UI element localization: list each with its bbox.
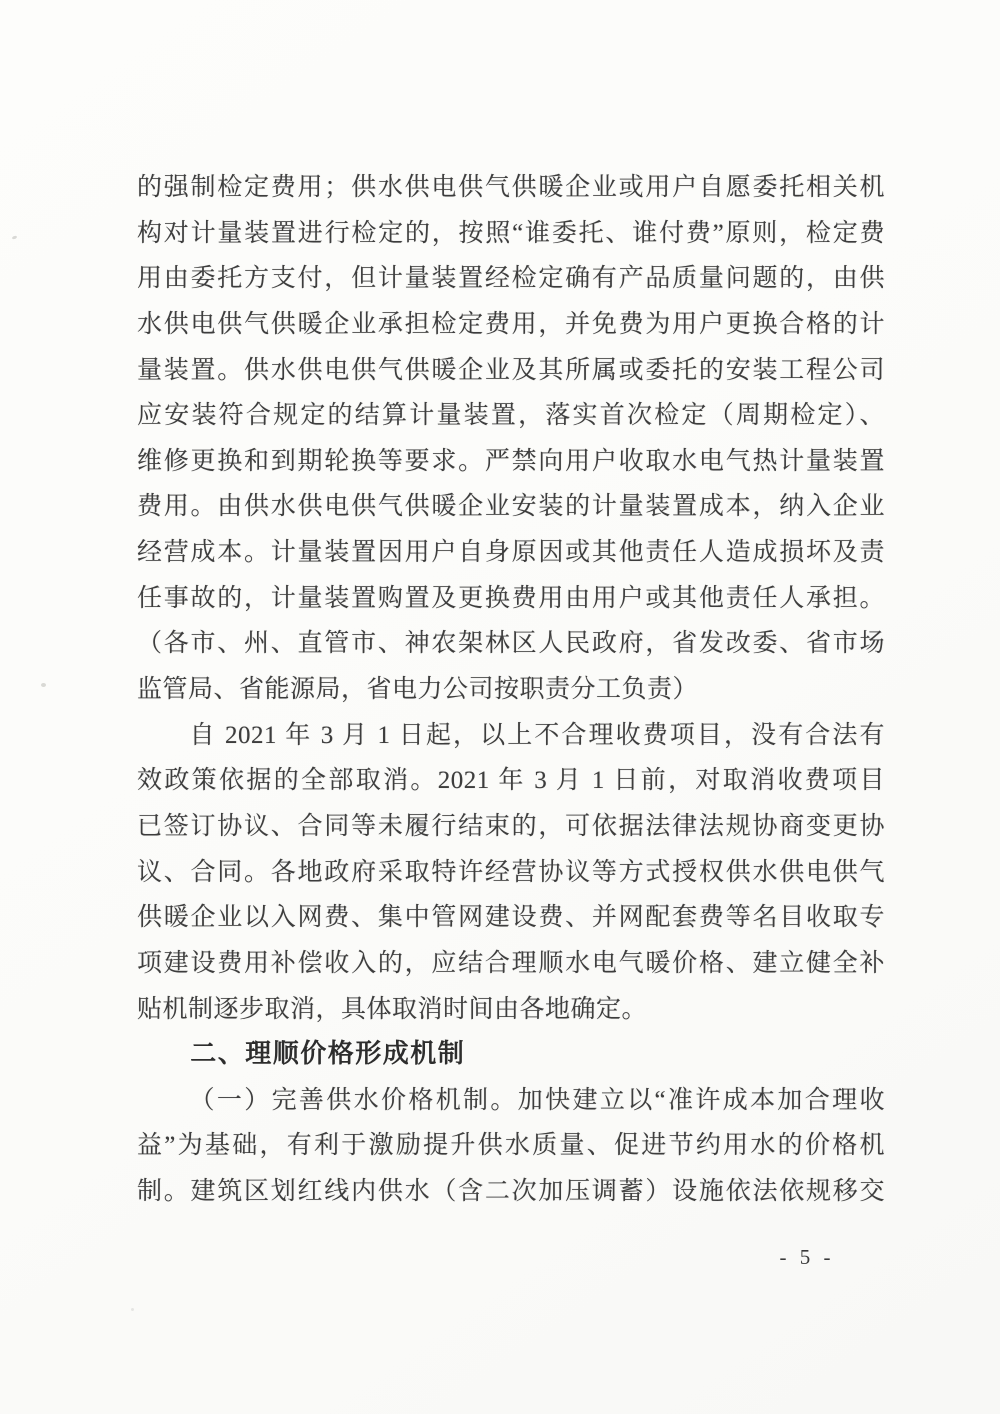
scan-speck — [41, 683, 46, 687]
text-line: 构对计量装置进行检定的，按照“谁委托、谁付费”原则，检定费 — [137, 219, 885, 247]
text-line: 议、合同。各地政府采取特许经营协议等方式授权供水供电供气 — [137, 858, 885, 886]
scan-speck — [131, 1308, 134, 1311]
text-line: 自 2021 年 3 月 1 日起，以上不合理收费项目，没有合法有 — [189, 721, 885, 749]
text-line: 任事故的，计量装置购置及更换费用由用户或其他责任人承担。 — [137, 584, 885, 612]
text-line: 经营成本。计量装置因用户自身原因或其他责任人造成损坏及责 — [137, 539, 885, 567]
text-line: 量装置。供水供电供气供暖企业及其所属或委托的安装工程公司 — [137, 356, 885, 384]
section-heading: 二、理顺价格形成机制 — [190, 1039, 466, 1070]
text-line: 用由委托方支付，但计量装置经检定确有产品质量问题的，由供 — [137, 265, 885, 293]
text-line: 效政策依据的全部取消。2021 年 3 月 1 日前，对取消收费项目 — [137, 767, 885, 795]
text-line: 水供电供气供暖企业承担检定费用，并免费为用户更换合格的计 — [137, 310, 885, 338]
text-line: 维修更换和到期轮换等要求。严禁向用户收取水电气热计量装置 — [137, 447, 885, 475]
text-line: 监管局、省能源局，省电力公司按职责分工负责） — [137, 676, 699, 704]
text-line: 应安装符合规定的结算计量装置，落实首次检定（周期检定）、 — [137, 402, 885, 430]
text-line: 贴机制逐步取消，具体取消时间由各地确定。 — [137, 995, 648, 1023]
text-line: 供暖企业以入网费、集中管网建设费、并网配套费等名目收取专 — [137, 904, 885, 932]
document-body-text — [137, 165, 885, 1215]
page-number: - 5 - — [779, 1245, 835, 1269]
text-line: （一）完善供水价格机制。加快建立以“准许成本加合理收 — [189, 1086, 885, 1114]
text-line: 项建设费用补偿收入的，应结合理顺水电气暖价格、建立健全补 — [137, 949, 885, 977]
text-line: 费用。由供水供电供气供暖企业安装的计量装置成本，纳入企业 — [137, 493, 885, 521]
text-line: 制。建筑区划红线内供水（含二次加压调蓄）设施依法依规移交 — [137, 1178, 885, 1206]
text-line: 已签订协议、合同等未履行结束的，可依据法律法规协商变更协 — [137, 812, 885, 840]
text-line: 的强制检定费用；供水供电供气供暖企业或用户自愿委托相关机 — [137, 174, 885, 201]
text-line: （各市、州、直管市、神农架林区人民政府，省发改委、省市场 — [137, 630, 885, 658]
scan-speck — [12, 235, 18, 240]
text-line: 益”为基础，有利于激励提升供水质量、促进节约用水的价格机 — [137, 1132, 885, 1160]
